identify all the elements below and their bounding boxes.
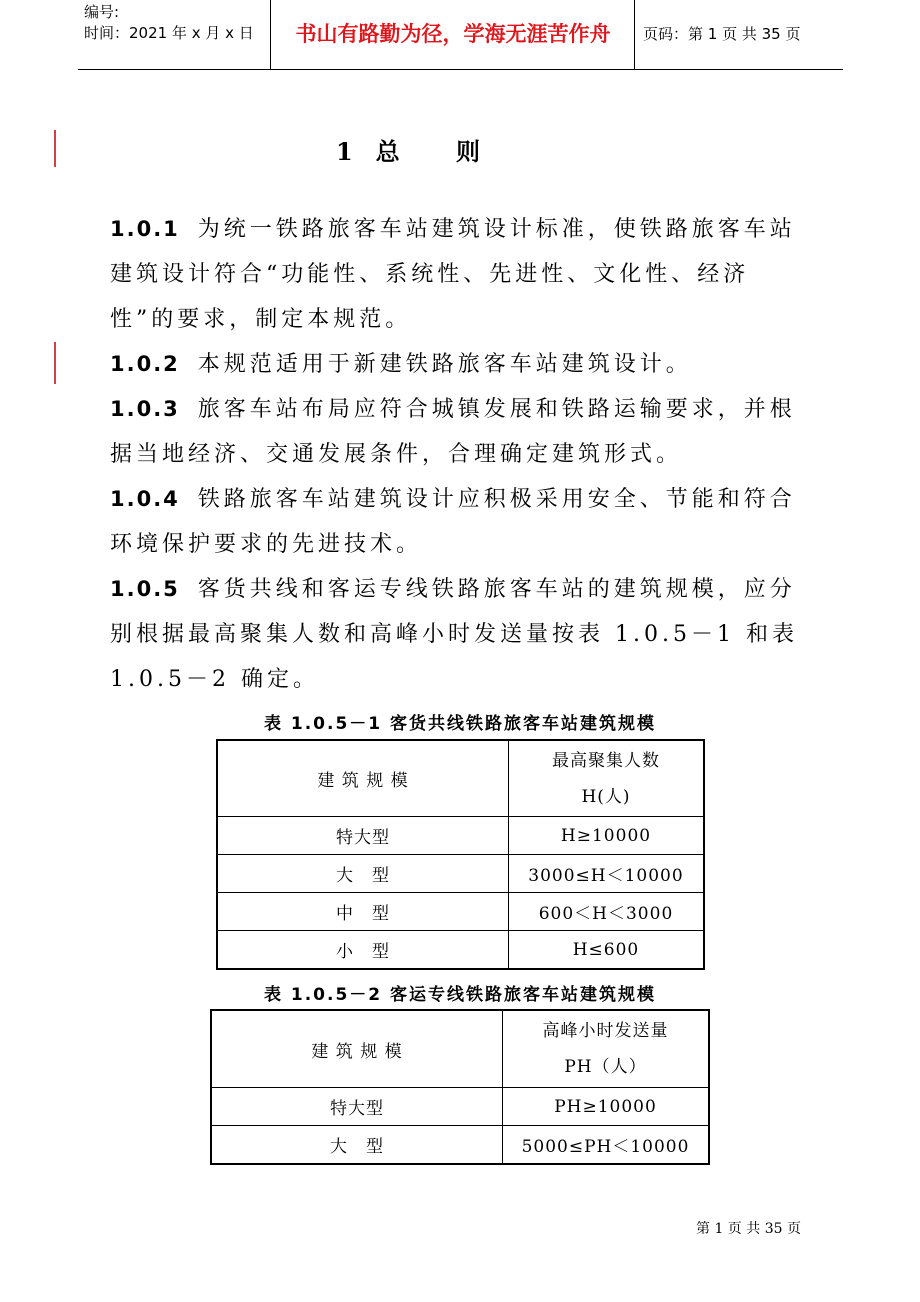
table-row: [211, 1126, 709, 1165]
scale-cell: 特大型: [217, 817, 509, 855]
clause-1-0-4: [110, 477, 810, 567]
number-label: 编号:: [84, 3, 120, 21]
table-header-row: [217, 740, 704, 817]
value-cell: 600＜H＜3000: [509, 893, 705, 931]
clause-number: 1.0.2: [110, 352, 180, 376]
table-row: [217, 855, 704, 893]
scale-cell: 大 型: [211, 1126, 503, 1165]
clause-1-0-1: [110, 207, 810, 342]
value-cell: PH≥10000: [503, 1088, 710, 1126]
table1: [216, 739, 705, 970]
clause-number: 1.0.5: [110, 577, 180, 601]
scale-cell: 小 型: [217, 931, 509, 970]
clause-text: 客货共线和客运专线铁路旅客车站的建筑规模，应分别根据最高聚集人数和高峰小时发送量按表 1.0.5－1 和表 1.0.5－2 确定。: [110, 577, 798, 692]
col2-header-line2: H(人): [581, 786, 631, 807]
table1-caption: 表 1.0.5－1 客货共线铁路旅客车站建筑规模: [263, 714, 657, 734]
clause-1-0-5: [110, 567, 810, 702]
col2-header-line2: PH（人）: [564, 1057, 647, 1077]
table2: [210, 1009, 710, 1165]
header-page-label: 页码：第 1 页 共 35 页: [643, 25, 801, 43]
scale-cell: 特大型: [211, 1088, 503, 1126]
table2-caption: 表 1.0.5－2 客运专线铁路旅客车站建筑规模: [263, 985, 657, 1005]
clause-text: 旅客车站布局应符合城镇发展和铁路运输要求，并根据当地经济、交通发展条件，合理确定建筑形式。: [110, 397, 796, 467]
table1-col2-header: [509, 740, 705, 817]
clause-number: 1.0.4: [110, 487, 180, 511]
table2-col2-header: [503, 1010, 710, 1088]
table1-col1-header: 建 筑 规 模: [217, 740, 509, 817]
section-heading: 总 则: [375, 137, 505, 166]
page-header: [78, 0, 843, 70]
revision-bar: [54, 342, 56, 384]
clause-text: 为统一铁路旅客车站建筑设计标准，使铁路旅客车站建筑设计符合“功能性、系统性、先进性、文化性、经济性”的要求，制定本规范。: [110, 217, 796, 332]
clause-number: 1.0.1: [110, 217, 180, 241]
col2-header-line1: 高峰小时发送量: [542, 1021, 669, 1041]
table-row: [217, 893, 704, 931]
table-row: [217, 817, 704, 855]
table-header-row: [211, 1010, 709, 1088]
header-meta: [78, 0, 271, 69]
clause-text: 本规范适用于新建铁路旅客车站建筑设计。: [197, 352, 692, 377]
col2-header-line1: 最高聚集人数: [552, 750, 660, 771]
section-number: 1: [335, 137, 354, 166]
scale-cell: 大 型: [217, 855, 509, 893]
page-footer: 第 1 页 共 35 页: [696, 1221, 801, 1237]
table-row: [217, 931, 704, 970]
value-cell: 3000≤H＜10000: [509, 855, 705, 893]
value-cell: 5000≤PH＜10000: [503, 1126, 710, 1165]
value-cell: H≥10000: [509, 817, 705, 855]
table2-col1-header: 建 筑 规 模: [211, 1010, 503, 1088]
section-title: [0, 132, 840, 167]
scale-cell: 中 型: [217, 893, 509, 931]
time-label: 时间：2021 年 x 月 x 日: [84, 24, 254, 42]
table-row: [211, 1088, 709, 1126]
clause-text: 铁路旅客车站建筑设计应积极采用安全、节能和符合环境保护要求的先进技术。: [110, 487, 796, 557]
value-cell: H≤600: [509, 931, 705, 970]
clause-number: 1.0.3: [110, 397, 180, 421]
clause-1-0-3: [110, 387, 810, 477]
clause-1-0-2: [110, 342, 810, 387]
header-motto: 书山有路勤为径，学海无涯苦作舟: [272, 0, 635, 69]
